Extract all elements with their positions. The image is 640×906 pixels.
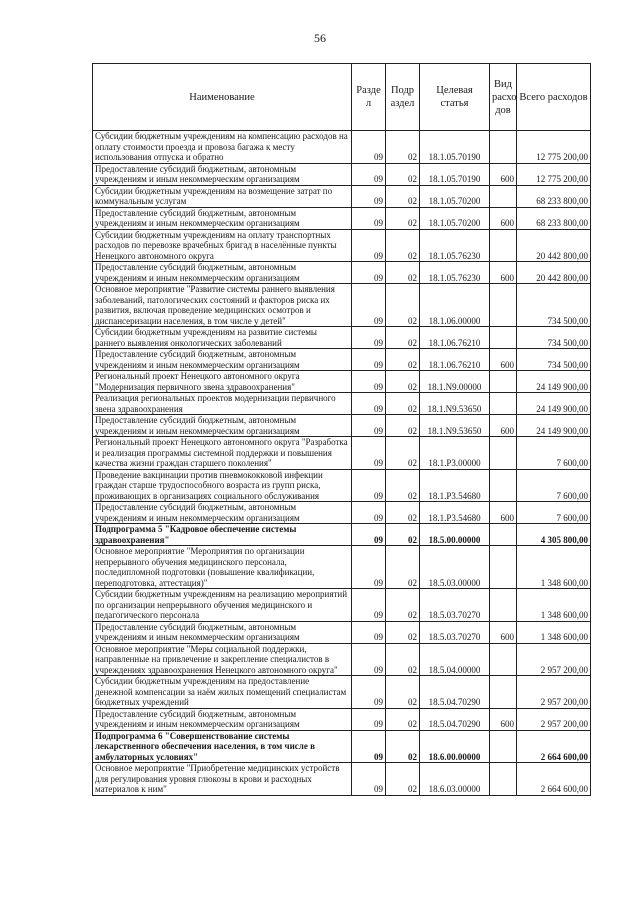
cell-subsection: 02 <box>386 229 420 262</box>
cell-section: 09 <box>352 371 386 393</box>
cell-target-article: 18.1.06.00000 <box>420 284 490 327</box>
cell-total: 1 348 600,00 <box>517 589 591 622</box>
cell-target-article: 18.1.N9.53650 <box>420 415 490 437</box>
cell-target-article: 18.1.N9.00000 <box>420 371 490 393</box>
cell-name: Субсидии бюджетным учреждениям на возмещение затрат по коммунальным услугам <box>93 185 352 207</box>
cell-total: 68 233 800,00 <box>517 207 591 229</box>
cell-target-article: 18.5.03.00000 <box>420 546 490 589</box>
cell-subsection: 02 <box>386 589 420 622</box>
cell-name: Основное мероприятие "Меры социальной поддержки, направленные на привлечение и закрепление специалистов в учреждениях здравоохранения Ненецкого автономного округа" <box>93 643 352 676</box>
cell-section: 09 <box>352 502 386 524</box>
cell-section: 09 <box>352 546 386 589</box>
table-row <box>93 676 591 709</box>
table-row <box>93 349 591 371</box>
cell-total: 7 600,00 <box>517 502 591 524</box>
cell-target-article: 18.1.05.70190 <box>420 163 490 185</box>
cell-section: 09 <box>352 185 386 207</box>
cell-subsection: 02 <box>386 437 420 470</box>
cell-name: Субсидии бюджетным учреждениям на компенсацию расходов на оплату стоимости проезда и провоза багажа к месту использования отпуска и обратно <box>93 131 352 164</box>
cell-total: 20 442 800,00 <box>517 262 591 284</box>
cell-expense-kind <box>490 284 517 327</box>
cell-target-article: 18.1.N9.53650 <box>420 393 490 415</box>
cell-total: 7 600,00 <box>517 469 591 502</box>
cell-name: Субсидии бюджетным учреждениям на развитие системы раннего выявления онкологических заболеваний <box>93 327 352 349</box>
cell-section: 09 <box>352 589 386 622</box>
cell-expense-kind <box>490 730 517 763</box>
cell-total: 1 348 600,00 <box>517 546 591 589</box>
cell-target-article: 18.1.05.70200 <box>420 185 490 207</box>
cell-expense-kind <box>490 643 517 676</box>
table-row <box>93 502 591 524</box>
cell-section: 09 <box>352 284 386 327</box>
page-number: 56 <box>314 31 326 45</box>
cell-total: 734 500,00 <box>517 349 591 371</box>
table-row <box>93 207 591 229</box>
cell-target-article: 18.1.P3.00000 <box>420 437 490 470</box>
cell-target-article: 18.6.00.00000 <box>420 730 490 763</box>
cell-name: Предоставление субсидий бюджетным, автономным учреждениям и иным некоммерческим организациям <box>93 415 352 437</box>
cell-subsection: 02 <box>386 469 420 502</box>
cell-section: 09 <box>352 415 386 437</box>
header-target-article: Целевая статья <box>420 64 490 131</box>
cell-total: 12 775 200,00 <box>517 163 591 185</box>
cell-target-article: 18.5.04.70290 <box>420 708 490 730</box>
cell-total: 734 500,00 <box>517 284 591 327</box>
cell-expense-kind: 600 <box>490 207 517 229</box>
cell-section: 09 <box>352 327 386 349</box>
cell-expense-kind <box>490 763 517 796</box>
table-row <box>93 546 591 589</box>
cell-name: Субсидии бюджетным учреждениям на предоставление денежной компенсации за наём жилых помещений специалистам бюджетных учреждений <box>93 676 352 709</box>
cell-expense-kind: 600 <box>490 262 517 284</box>
cell-section: 09 <box>352 207 386 229</box>
cell-subsection: 02 <box>386 185 420 207</box>
cell-name: Предоставление субсидий бюджетным, автономным учреждениям и иным некоммерческим организациям <box>93 621 352 643</box>
cell-section: 09 <box>352 437 386 470</box>
table-row <box>93 708 591 730</box>
cell-section: 09 <box>352 643 386 676</box>
cell-section: 09 <box>352 131 386 164</box>
cell-section: 09 <box>352 730 386 763</box>
cell-subsection: 02 <box>386 643 420 676</box>
cell-section: 09 <box>352 524 386 546</box>
cell-total: 24 149 900,00 <box>517 371 591 393</box>
table-row <box>93 730 591 763</box>
cell-section: 09 <box>352 621 386 643</box>
cell-target-article: 18.1.05.76230 <box>420 262 490 284</box>
cell-expense-kind <box>490 131 517 164</box>
cell-total: 68 233 800,00 <box>517 185 591 207</box>
cell-subsection: 02 <box>386 730 420 763</box>
cell-subsection: 02 <box>386 284 420 327</box>
cell-subsection: 02 <box>386 708 420 730</box>
cell-total: 734 500,00 <box>517 327 591 349</box>
header-name: Наименование <box>93 64 352 131</box>
cell-expense-kind: 600 <box>490 415 517 437</box>
cell-name: Подпрограмма 6 "Совершенствование системы лекарственного обеспечения населения, в том числе в амбулаторных условиях" <box>93 730 352 763</box>
header-section: Разде л <box>352 64 386 131</box>
cell-target-article: 18.5.04.70290 <box>420 676 490 709</box>
table-row <box>93 393 591 415</box>
cell-total: 2 664 600,00 <box>517 763 591 796</box>
cell-expense-kind <box>490 546 517 589</box>
table-row <box>93 371 591 393</box>
cell-expense-kind <box>490 524 517 546</box>
cell-subsection: 02 <box>386 546 420 589</box>
cell-expense-kind <box>490 589 517 622</box>
table-row <box>93 437 591 470</box>
table-row <box>93 185 591 207</box>
cell-expense-kind <box>490 327 517 349</box>
cell-total: 12 775 200,00 <box>517 131 591 164</box>
cell-section: 09 <box>352 393 386 415</box>
cell-name: Проведение вакцинации против пневмококковой инфекции граждан старше трудоспособного возраста из групп риска, проживающих в организациях социального обслуживания <box>93 469 352 502</box>
cell-subsection: 02 <box>386 393 420 415</box>
cell-target-article: 18.1.P3.54680 <box>420 469 490 502</box>
table-header-row <box>93 64 591 131</box>
cell-subsection: 02 <box>386 349 420 371</box>
cell-total: 2 664 600,00 <box>517 730 591 763</box>
cell-section: 09 <box>352 229 386 262</box>
table-row <box>93 524 591 546</box>
cell-subsection: 02 <box>386 163 420 185</box>
cell-subsection: 02 <box>386 262 420 284</box>
table-row <box>93 763 591 796</box>
cell-section: 09 <box>352 349 386 371</box>
cell-section: 09 <box>352 676 386 709</box>
cell-expense-kind: 600 <box>490 163 517 185</box>
cell-total: 1 348 600,00 <box>517 621 591 643</box>
cell-total: 4 305 800,00 <box>517 524 591 546</box>
table-row <box>93 469 591 502</box>
cell-total: 24 149 900,00 <box>517 393 591 415</box>
cell-target-article: 18.1.06.76210 <box>420 327 490 349</box>
cell-name: Предоставление субсидий бюджетным, автономным учреждениям и иным некоммерческим организациям <box>93 502 352 524</box>
table-row <box>93 229 591 262</box>
cell-name: Предоставление субсидий бюджетным, автономным учреждениям и иным некоммерческим организациям <box>93 708 352 730</box>
cell-subsection: 02 <box>386 502 420 524</box>
budget-table <box>92 63 591 796</box>
cell-name: Субсидии бюджетным учреждениям на реализацию мероприятий по организации непрерывного обучения медицинского и педагогического персонала <box>93 589 352 622</box>
table-row <box>93 415 591 437</box>
table-row <box>93 621 591 643</box>
cell-expense-kind <box>490 229 517 262</box>
cell-subsection: 02 <box>386 327 420 349</box>
cell-name: Реализация региональных проектов модернизации первичного звена здравоохранения <box>93 393 352 415</box>
cell-subsection: 02 <box>386 676 420 709</box>
cell-section: 09 <box>352 708 386 730</box>
cell-name: Основное мероприятие "Развитие системы раннего выявления заболеваний, патологических состояний и факторов риска их развития, включая проведение медицинских осмотров и диспансеризации населения, в том числе у детей" <box>93 284 352 327</box>
table-row <box>93 131 591 164</box>
cell-subsection: 02 <box>386 131 420 164</box>
cell-total: 2 957 200,00 <box>517 676 591 709</box>
cell-section: 09 <box>352 163 386 185</box>
cell-total: 2 957 200,00 <box>517 708 591 730</box>
cell-total: 7 600,00 <box>517 437 591 470</box>
cell-subsection: 02 <box>386 763 420 796</box>
cell-name: Предоставление субсидий бюджетным, автономным учреждениям и иным некоммерческим организациям <box>93 349 352 371</box>
cell-target-article: 18.1.05.70200 <box>420 207 490 229</box>
table-body <box>93 131 591 796</box>
cell-target-article: 18.6.03.00000 <box>420 763 490 796</box>
cell-total: 24 149 900,00 <box>517 415 591 437</box>
cell-target-article: 18.1.P3.54680 <box>420 502 490 524</box>
cell-expense-kind: 600 <box>490 502 517 524</box>
header-expense-kind: Вид расхо дов <box>490 64 517 131</box>
cell-total: 2 957 200,00 <box>517 643 591 676</box>
cell-target-article: 18.1.05.76230 <box>420 229 490 262</box>
table-row <box>93 643 591 676</box>
cell-expense-kind: 600 <box>490 349 517 371</box>
cell-name: Региональный проект Ненецкого автономного округа "Модернизация первичного звена здравоохранения" <box>93 371 352 393</box>
table-row <box>93 163 591 185</box>
cell-total: 20 442 800,00 <box>517 229 591 262</box>
header-subsection: Подр аздел <box>386 64 420 131</box>
cell-section: 09 <box>352 469 386 502</box>
table-row <box>93 327 591 349</box>
cell-expense-kind <box>490 676 517 709</box>
cell-section: 09 <box>352 262 386 284</box>
cell-target-article: 18.5.00.00000 <box>420 524 490 546</box>
cell-expense-kind: 600 <box>490 708 517 730</box>
header-total: Всего расходов <box>517 64 591 131</box>
cell-expense-kind <box>490 437 517 470</box>
cell-name: Основное мероприятие "Приобретение медицинских устройств для регулирования уровня глюкозы в крови и расходных материалов к ним" <box>93 763 352 796</box>
cell-expense-kind <box>490 371 517 393</box>
cell-subsection: 02 <box>386 415 420 437</box>
cell-name: Предоставление субсидий бюджетным, автономным учреждениям и иным некоммерческим организациям <box>93 262 352 284</box>
table-row <box>93 589 591 622</box>
cell-expense-kind: 600 <box>490 621 517 643</box>
cell-target-article: 18.5.03.70270 <box>420 621 490 643</box>
cell-name: Региональный проект Ненецкого автономного округа "Разработка и реализация программы системной поддержки и повышения качества жизни граждан старшего поколения" <box>93 437 352 470</box>
cell-subsection: 02 <box>386 621 420 643</box>
cell-subsection: 02 <box>386 524 420 546</box>
table-row <box>93 262 591 284</box>
cell-name: Подпрограмма 5 "Кадровое обеспечение системы здравоохранения" <box>93 524 352 546</box>
cell-target-article: 18.1.05.70190 <box>420 131 490 164</box>
cell-name: Основное мероприятие "Мероприятия по организации непрерывного обучения медицинского персонала, последипломной подготовки (повышение квалификации, переподготовка, аттестация)" <box>93 546 352 589</box>
cell-expense-kind <box>490 469 517 502</box>
cell-subsection: 02 <box>386 207 420 229</box>
cell-name: Субсидии бюджетным учреждениям на оплату транспортных расходов по перевозке врачебных бригад в населённые пункты Ненецкого автономного округа <box>93 229 352 262</box>
cell-target-article: 18.5.03.70270 <box>420 589 490 622</box>
cell-name: Предоставление субсидий бюджетным, автономным учреждениям и иным некоммерческим организациям <box>93 163 352 185</box>
cell-expense-kind <box>490 185 517 207</box>
cell-target-article: 18.1.06.76210 <box>420 349 490 371</box>
cell-expense-kind <box>490 393 517 415</box>
cell-name: Предоставление субсидий бюджетным, автономным учреждениям и иным некоммерческим организациям <box>93 207 352 229</box>
cell-section: 09 <box>352 763 386 796</box>
cell-subsection: 02 <box>386 371 420 393</box>
cell-target-article: 18.5.04.00000 <box>420 643 490 676</box>
table-row <box>93 284 591 327</box>
